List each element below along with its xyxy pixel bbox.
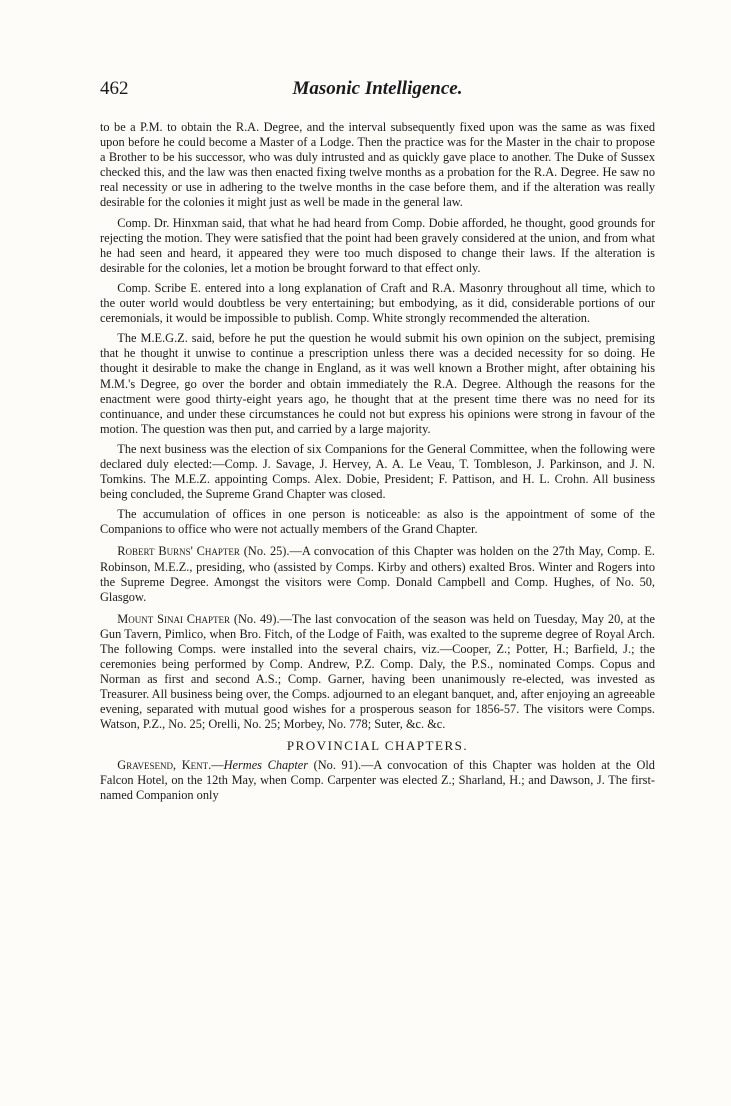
chapter-name: Mount Sinai Chapter <box>117 611 231 626</box>
paragraph-text: (No. 25).—A convocation of this Chapter was holden on the 27th May, Comp. E. Robinson, M.E.Z., presiding, who (assisted by Comps. Kirby and others) exalted Bros. Winter and Rogers into the Supreme Degree. Amongst the visitors were Comp. Donald Campbell and Comp. Hughes, of No. 50, Glasgow. <box>100 544 655 604</box>
chapter-name: Hermes Chapter <box>223 757 309 772</box>
running-title: Masonic Intelligence. <box>292 78 463 99</box>
paragraph-megz: The M.E.G.Z. said, before he put the question he would submit his own opinion on the subject, premising that he thought it unwise to continue a prescription unless there was a decided necessity for so doing. He thought it desirable to make the change in England, as it was well known a Brother might, after obtaining his M.M.'s Degree, go over the border and obtain immediately the R.A. Degree. Although the reasons for the enactment were good thirty-eight years ago, he thought that at the present time there was no need for its continuance, and under these circumstances he could not but express his opinions were strong in favour of the motion. The question was then put, and carried by a large majority. <box>100 331 655 436</box>
paragraph-continuation: to be a P.M. to obtain the R.A. Degree, and the interval subsequently fixed upon was the same as was fixed upon before he could become a Master of a Lodge. Then the practice was for the Master in the chair to propose a Brother to be his successor, who was duly intrusted and as quickly gave place to another. The Duke of Sussex checked this, and the law was then enacted fixing twelve months as a probation for the R.A. Degree. He saw no real necessity or use in adhering to the twelve months in the case before them, and if the alteration was really desirable for the colonies it might just as well be made in the general law. <box>100 120 655 210</box>
paragraph-text: (No. 91).—A convocation of this Chapter was holden at the Old Falcon Hotel, on the 12th May, when Comp. Carpenter was elected Z.; Sharland, H.; and Dawson, J. The first-named Companion only <box>100 757 655 802</box>
section-title: PROVINCIAL CHAPTERS. <box>286 737 469 753</box>
paragraph-scribe: Comp. Scribe E. entered into a long explanation of Craft and R.A. Masonry throughout all time, which to the outer world would doubtless be very entertaining; but embodying, as it did, considerable portions of our ceremonials, it would be impossible to publish. Comp. White strongly recommended the alteration. <box>100 280 655 326</box>
page-number: 462 <box>100 78 129 99</box>
paragraph-mount-sinai <box>100 612 655 733</box>
chapter-name: Robert Burns' Chapter <box>117 544 240 559</box>
paragraph-robert-burns <box>100 544 655 604</box>
paragraph-hinxman: Comp. Dr. Hinxman said, that what he had heard from Comp. Dobie afforded, he thought, good grounds for rejecting the motion. They were satisfied that the point had been gravely considered at the union, and from what he had seen and heard, it appeared they were too much disposed to change their laws. If the alteration is desirable for the colonies, let a motion be brought forward to that effect only. <box>100 215 655 275</box>
article-body <box>100 120 655 808</box>
paragraph-election: The next business was the election of six Companions for the General Committee, when the following were declared duly elected:—Comp. J. Savage, J. Hervey, A. A. Le Veau, T. Tombleson, J. Parkinson, and J. N. Tomkins. The M.E.Z. appointing Comps. Alex. Dobie, President; F. Pattison, and H. L. Crohn. All business being concluded, the Supreme Grand Chapter was closed. <box>100 441 655 502</box>
page-header <box>100 78 655 104</box>
paragraph-gravesend <box>100 758 655 803</box>
paragraph-text: (No. 49).—The last convocation of the season was held on Tuesday, May 20, at the Gun Tavern, Pimlico, when Bro. Fitch, of the Lodge of Faith, was exalted to the supreme degree of Royal Arch. The following Comps. were installed into the several chairs, viz.—Cooper, Z.; Potter, H.; Barfield, J.; the ceremonies being performed by Comp. Andrew, P.Z. Comp. Daly, the P.S., nominated Comps. Copus and Norman as first and second A.S.; Comp. Garner, having been unanimously re-elected, was invested as Treasurer. All business being over, the Comps. adjourned to an elegant banquet, and, after enjoying an agreeable evening, separated with mutual good wishes for a prosperous season for 1856-57. The visitors were Comps. Watson, P.Z., No. 25; Orelli, No. 25; Morbey, No. 778; Suter, &c. &c. <box>100 611 655 732</box>
place-name: Gravesend, Kent. <box>117 757 212 772</box>
dash: — <box>211 757 224 772</box>
paragraph-accumulation: The accumulation of offices in one person is noticeable: as also is the appointment of some of the Companions to office who were not actually members of the Grand Chapter. <box>100 507 655 537</box>
